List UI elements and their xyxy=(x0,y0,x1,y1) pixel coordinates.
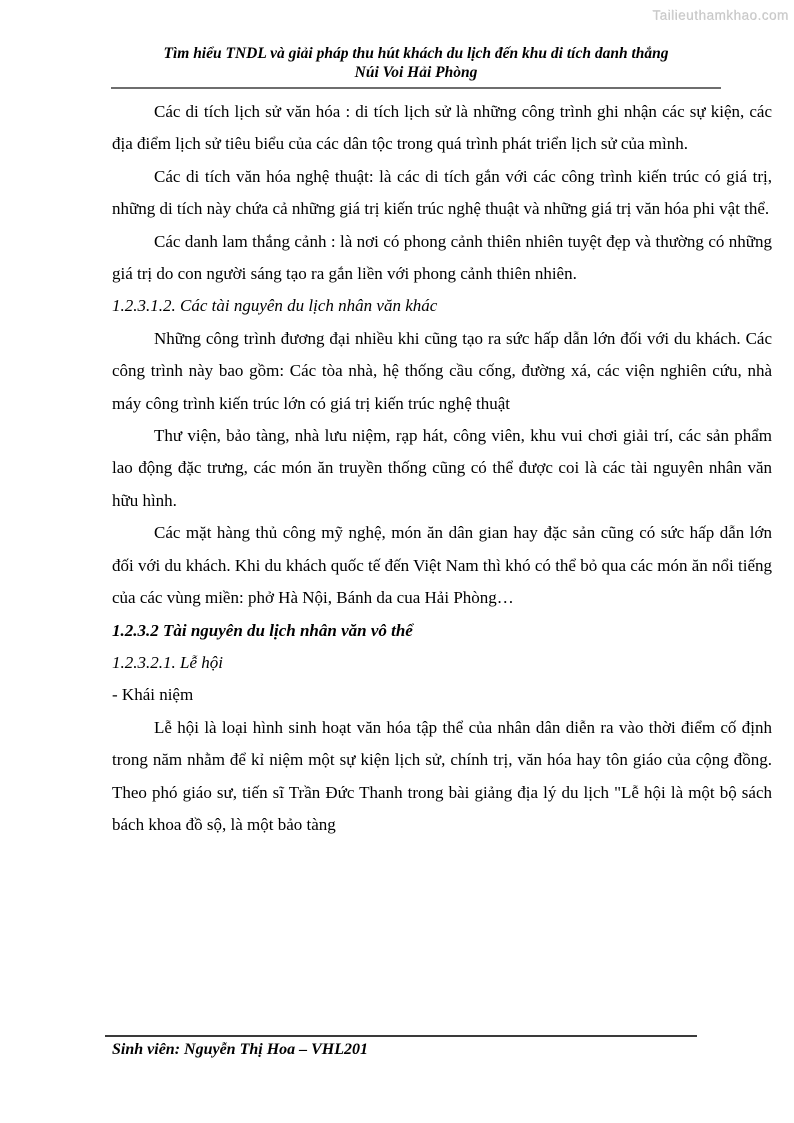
section-heading: 1.2.3.2 Tài nguyên du lịch nhân văn vô thể xyxy=(112,620,413,640)
paragraph: - Khái niệm xyxy=(112,685,194,705)
paragraph: Lễ hội là loại hình sinh hoạt văn hóa tập thể của nhân dân diễn ra vào thời điểm cố định trong năm nhằm để kỉ niệm một sự kiện lịch sử, chính trị, văn hóa hay tôn giáo của cộng đồng. Theo phó giáo sư, tiến sĩ Trần Đức Thanh trong bài giảng địa lý du lịch "Lễ hội là một bộ sách bách khoa đồ sộ, là một bảo tàng xyxy=(112,717,772,834)
paragraph: Thư viện, bảo tàng, nhà lưu niệm, rạp hát, công viên, khu vui chơi giải trí, các sản phẩm lao động đặc trưng, các món ăn truyền thống cũng có thể được coi là các tài nguyên nhân văn hữu hình. xyxy=(112,426,772,510)
footer-rule xyxy=(105,1035,697,1037)
document-body xyxy=(112,96,772,841)
paragraph: Các mặt hàng thủ công mỹ nghệ, món ăn dân gian hay đặc sản cũng có sức hấp dẫn lớn đối với du khách. Khi du khách quốc tế đến Việt Nam thì khó có thể bỏ qua các món ăn nổi tiếng của các vùng miền: phở Hà Nội, Bánh da cua Hải Phòng… xyxy=(112,523,772,608)
footer-author: Sinh viên: Nguyễn Thị Hoa – VHL201 xyxy=(112,1041,369,1058)
header-title-line2: Núi Voi Hải Phòng xyxy=(354,64,478,81)
paragraph: Các di tích lịch sử văn hóa : di tích lịch sử là những công trình ghi nhận các sự kiện, các địa điểm lịch sử tiêu biểu của các dân tộc trong quá trình phát triển lịch sử của mình. xyxy=(112,102,772,154)
paragraph: Những công trình đương đại nhiều khi cũng tạo ra sức hấp dẫn lớn đối với du khách. Các công trình này bao gồm: Các tòa nhà, hệ thống cầu cống, đường xá, các viện nghiên cứu, nhà máy công trình kiến trúc lớn có giá trị kiến trúc nghệ thuật xyxy=(112,328,772,413)
section-heading: 1.2.3.2.1. Lễ hội xyxy=(112,652,223,672)
page-header xyxy=(111,44,721,89)
section-heading: 1.2.3.1.2. Các tài nguyên du lịch nhân văn khác xyxy=(112,296,438,316)
header-title-line1: Tìm hiểu TNDL và giải pháp thu hút khách du lịch đến khu di tích danh thắng xyxy=(163,45,669,62)
paragraph: Các danh lam thắng cảnh : là nơi có phong cảnh thiên nhiên tuyệt đẹp và thường có những giá trị do con người sáng tạo ra gắn liền với phong cảnh thiên nhiên. xyxy=(112,231,772,284)
paragraph: Các di tích văn hóa nghệ thuật: là các di tích gắn với các công trình kiến trúc có giá trị, những di tích này chứa cả những giá trị kiến trúc nghệ thuật và những giá trị văn hóa phi vật thể. xyxy=(112,166,772,219)
watermark: Tailieuthamkhao.com xyxy=(652,8,789,23)
